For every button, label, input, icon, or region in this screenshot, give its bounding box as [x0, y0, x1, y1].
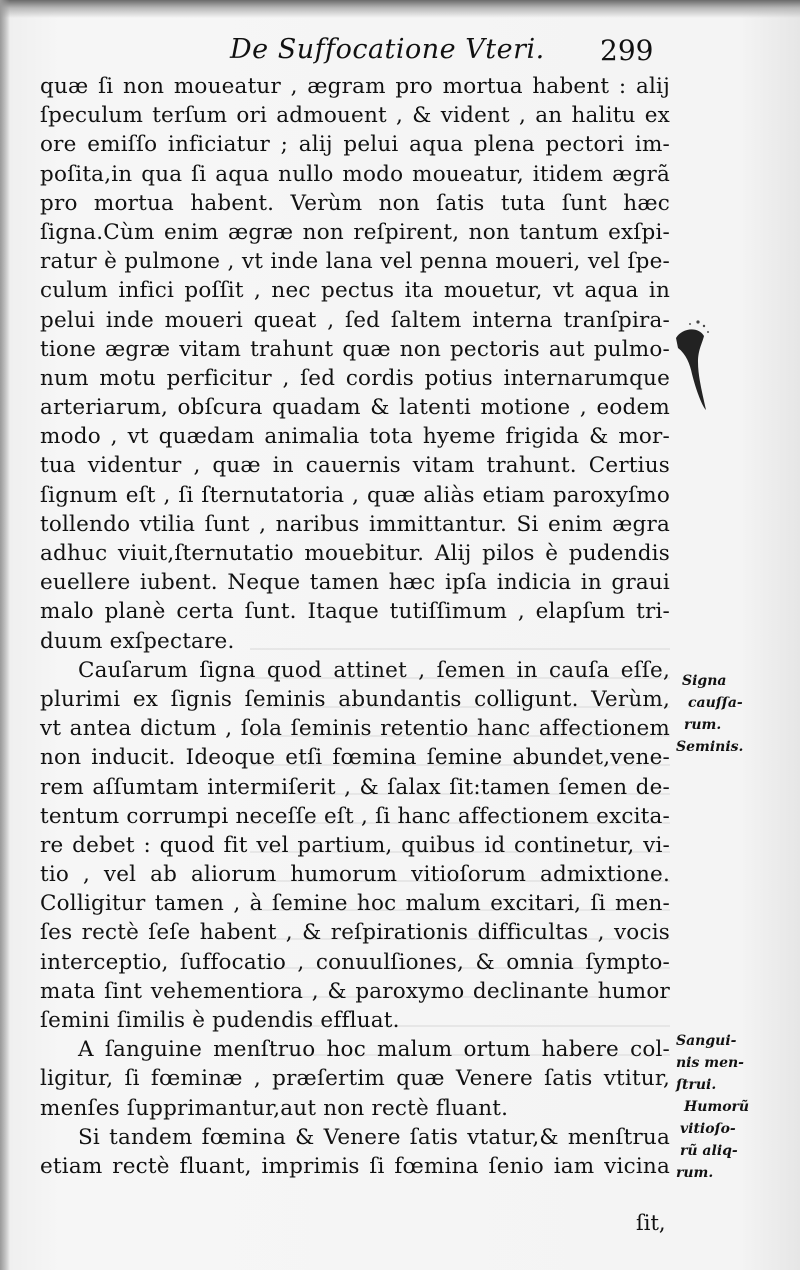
marginal-note-line: Signa	[682, 673, 727, 689]
text-line: ligitur, ſi fœminæ , præſertim quæ Venere ſatis vtitur,	[40, 1066, 670, 1092]
text-line: pelui inde moueri queat , ſed ſaltem interna tranſpira-	[40, 307, 670, 333]
running-header: De Suffocatione Vteri.	[230, 34, 545, 65]
text-line: tio , vel ab aliorum humorum vitioſorum admixtione.	[40, 862, 670, 888]
gutter-shadow	[0, 0, 10, 1270]
text-line: culum infici poſſit , nec pectus ita mouetur, vt aqua in	[40, 278, 670, 304]
text-line: Cauſarum ſigna quod attinet , ſemen in cauſa eſſe,	[78, 657, 670, 683]
text-line: adhuc viuit,ſternutatio mouebitur. Alij pilos è pudendis	[40, 541, 670, 566]
text-line: euellere iubent. Neque tamen hæc ipſa indicia in graui	[40, 570, 670, 596]
main-text-block	[40, 72, 670, 1181]
text-line: menſes ſupprimantur,aut non rectè fluant.	[40, 1095, 509, 1121]
text-line: tentum corrumpi neceſſe eſt , ſi hanc affectionem excita-	[40, 803, 670, 829]
text-line: arteriarum, obſcura quadam & latenti motione , eodem	[40, 395, 670, 421]
text-line: quæ ſi non moueatur , ægram pro mortua habent : alij	[40, 74, 670, 99]
text-line: tollendo vtilia ſunt , naribus immittantur. Si enim ægra	[40, 511, 670, 537]
text-line: ſignum eſt , ſi ſternutatoria , quæ aliàs etiam paroxyſmo	[40, 482, 670, 508]
text-line: vt antea dictum , ſola ſeminis retentio hanc affectionem	[40, 716, 670, 742]
text-line: pro mortua habent. Verùm non ſatis tuta ſunt hæc	[40, 190, 670, 216]
marginal-note-causes	[676, 670, 743, 758]
text-line: ſigna.Cùm enim ægræ non reſpirent, non tantum exſpi-	[40, 219, 670, 245]
marginal-note-line: nis men-	[676, 1055, 744, 1071]
marginal-note-line: Sangui-	[676, 1033, 737, 1049]
text-line: tione ægræ vitam trahunt quæ non pectoris aut pulmo-	[40, 336, 670, 362]
text-line: mata ſint vehementiora , & paroxymo declinante humor	[40, 978, 670, 1004]
text-line: rem aſſumtam intermiſerit , & ſalax ſit:tamen ſemen de-	[40, 774, 670, 800]
text-line: modo , vt quædam animalia tota hyeme frigida & mor-	[40, 424, 670, 450]
text-line: ſpeculum terſum ori admouent , & vident , an halitu ex	[40, 103, 670, 129]
text-line: etiam rectè fluant, imprimis ſi fœmina ſenio iam vicina	[40, 1153, 670, 1179]
ink-stain-mark	[668, 310, 718, 420]
marginal-note-line: vitioſo-	[680, 1121, 736, 1137]
text-line: ore emiſſo inficiatur ; alij pelui aqua plena pectori im-	[40, 132, 670, 158]
text-line: re debet : quod fit vel partium, quibus id continetur, vi-	[40, 832, 670, 858]
marginal-note-line: rum.	[684, 717, 722, 733]
text-line: interceptio, ſuffocatio , conuulſiones, & omnia ſympto-	[40, 949, 670, 975]
text-line: plurimi ex ſignis ſeminis abundantis colligunt. Verùm,	[40, 686, 670, 712]
text-line: poſita,in qua ſi aqua nullo modo moueatur, itidem ægrã	[40, 161, 670, 187]
marginal-note-line: Humorũ	[684, 1099, 750, 1115]
marginal-note-blood-humors	[676, 1030, 749, 1184]
text-line: A ſanguine menſtruo hoc malum ortum habere col-	[78, 1037, 670, 1063]
marginal-note-line: rum.	[676, 1165, 714, 1181]
text-line: malo planè certa ſunt. Itaque tutiſſimum , elapſum tri-	[40, 599, 670, 625]
text-line: Colligitur tamen , à ſemine hoc malum excitari, ſi men-	[40, 891, 670, 917]
text-line: Si tandem fœmina & Venere ſatis vtatur,& menſtrua	[78, 1124, 670, 1150]
text-line: duum exſpectare.	[40, 628, 235, 654]
marginal-note-line: cauſſa-	[688, 695, 743, 711]
text-line: tua videntur , quæ in cauernis vitam trahunt. Certius	[40, 453, 670, 479]
marginal-note-line: Seminis.	[676, 739, 744, 755]
marginal-note-line: rũ aliq-	[680, 1143, 738, 1159]
text-line: ſemini ſimilis è pudendis effluat.	[40, 1008, 400, 1033]
text-line: ſes rectè ſeſe habent , & reſpirationis difficultas , vocis	[40, 920, 670, 946]
text-line: ratur è pulmone , vt inde lana vel penna moueri, vel ſpe-	[40, 249, 670, 275]
page-number: 299	[600, 34, 654, 67]
marginal-note-line: ſtrui.	[676, 1077, 717, 1093]
text-line: non inducit. Ideoque etſi fœmina ſemine abundet,vene-	[40, 745, 670, 771]
text-line: num motu perficitur , ſed cordis potius internarumque	[40, 365, 670, 391]
catchword: ſit,	[636, 1211, 666, 1235]
page-edge-shadow	[0, 0, 800, 18]
